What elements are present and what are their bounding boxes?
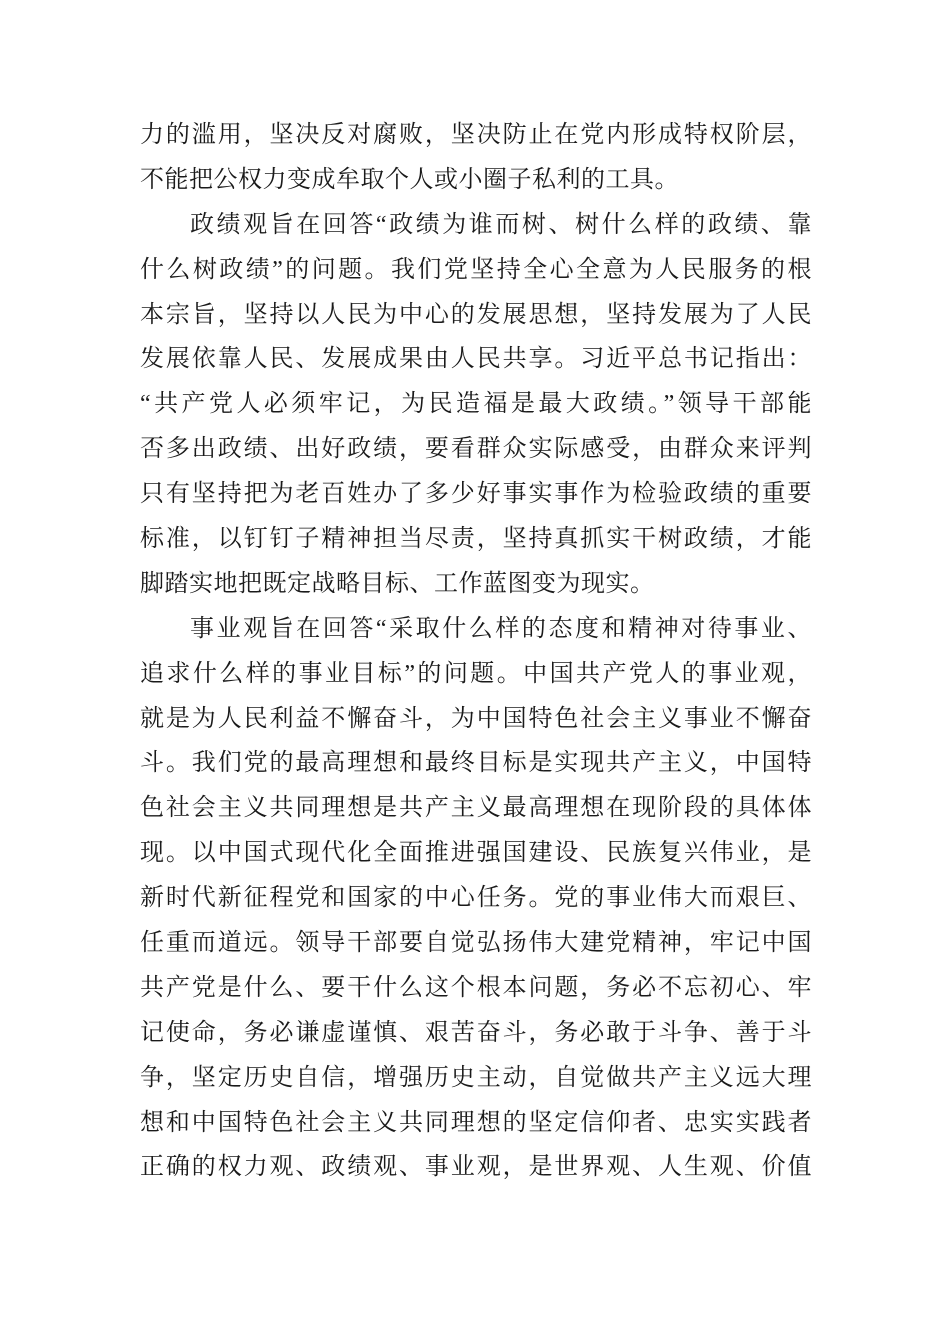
text-line: 色社会主义共同理想是共产主义最高理想在现阶段的具体体	[140, 795, 812, 822]
document-text-block	[140, 113, 812, 1190]
text-line: 事业观旨在回答“采取什么样的态度和精神对待事业、	[190, 615, 812, 642]
text-line: 新时代新征程党和国家的中心任务。党的事业伟大而艰巨、	[140, 885, 812, 912]
paragraph-career-view	[140, 607, 812, 1191]
text-line: 任重而道远。领导干部要自觉弘扬伟大建党精神，牢记中国	[140, 930, 812, 957]
text-line: 共产党是什么、要干什么这个根本问题，务必不忘初心、牢	[140, 974, 812, 1001]
text-line: 本宗旨，坚持以人民为中心的发展思想，坚持发展为了人民	[140, 301, 812, 328]
text-line: 脚踏实地把既定战略目标、工作蓝图变为现实。	[140, 570, 655, 597]
text-line: 不能把公权力变成牟取个人或小圈子私利的工具。	[140, 166, 679, 193]
text-line: 正确的权力观、政绩观、事业观，是世界观、人生观、价值	[140, 1154, 812, 1181]
text-line: 政绩观旨在回答“政绩为谁而树、树什么样的政绩、靠	[190, 211, 812, 238]
paragraph-power-view-continued	[140, 113, 812, 203]
text-line: 只有坚持把为老百姓办了多少好事实事作为检验政绩的重要	[140, 481, 812, 508]
text-line: 现。以中国式现代化全面推进强国建设、民族复兴伟业，是	[140, 840, 812, 867]
text-line: 否多出政绩、出好政绩，要看群众实际感受，由群众来评判	[140, 436, 812, 463]
text-line: 记使命，务必谦虚谨慎、艰苦奋斗，务必敢于斗争、善于斗	[140, 1019, 812, 1046]
text-line: 斗。我们党的最高理想和最终目标是实现共产主义，中国特	[140, 750, 812, 777]
text-line: 力的滥用，坚决反对腐败，坚决防止在党内形成特权阶层，	[140, 122, 812, 148]
text-line: 发展依靠人民、发展成果由人民共享。习近平总书记指出：	[140, 346, 812, 373]
paragraph-achievement-view	[140, 203, 812, 607]
text-line: 争，坚定历史自信，增强历史主动，自觉做共产主义远大理	[140, 1064, 812, 1091]
text-line: 标准，以钉钉子精神担当尽责，坚持真抓实干树政绩，才能	[140, 526, 812, 553]
text-line: “共产党人必须牢记，为民造福是最大政绩。”领导干部能	[140, 391, 812, 418]
text-line: 就是为人民利益不懈奋斗，为中国特色社会主义事业不懈奋	[140, 705, 812, 732]
text-line: 什么树政绩”的问题。我们党坚持全心全意为人民服务的根	[140, 256, 812, 283]
text-line: 想和中国特色社会主义共同理想的坚定信仰者、忠实实践者	[140, 1109, 812, 1136]
text-line: 追求什么样的事业目标”的问题。中国共产党人的事业观，	[140, 660, 812, 687]
